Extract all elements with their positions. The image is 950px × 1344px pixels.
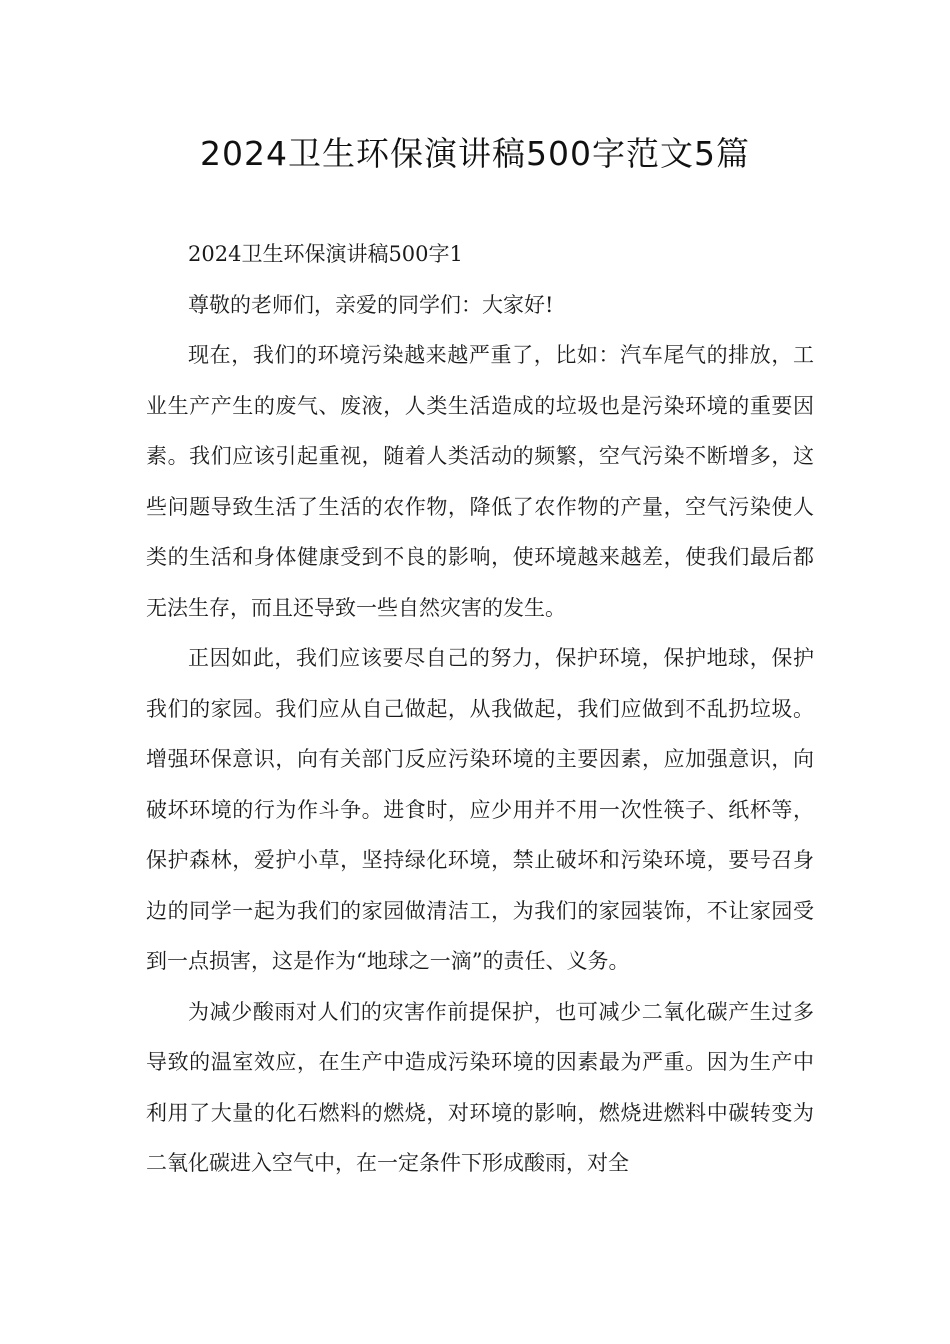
document-body <box>146 229 814 1189</box>
greeting-line: 尊敬的老师们，亲爱的同学们：大家好! <box>188 292 554 317</box>
paragraph-3: 为减少酸雨对人们的灾害作前提保护，也可减少二氧化碳产生过多导致的温室效应，在生产中造成污染环境的因素最为严重。因为生产中利用了大量的化石燃料的燃烧，对环境的影响，燃烧进燃料中碳转变为二氧化碳进入空气中，在一定条件下形成酸雨，对全 <box>146 999 814 1175</box>
section-heading: 2024卫生环保演讲稿500字1 <box>188 242 463 266</box>
paragraph-2: 正因如此，我们应该要尽自己的努力，保护环境，保护地球，保护我们的家园。我们应从自己做起，从我做起，我们应做到不乱扔垃圾。增强环保意识，向有关部门反应污染环境的主要因素，应加强意识，向破坏环境的行为作斗争。进食时，应少用并不用一次性筷子、纸杯等，保护森林，爱护小草，坚持绿化环境，禁止破坏和污染环境，要号召身边的同学一起为我们的家园做清洁工，为我们的家园装饰，不让家园受到一点损害，这是作为“地球之一滴”的责任、义务。 <box>146 646 814 973</box>
document-title: 2024卫生环保演讲稿500字范文5篇 <box>200 134 750 173</box>
paragraph-1: 现在，我们的环境污染越来越严重了，比如：汽车尾气的排放，工业生产产生的废气、废液，人类生活造成的垃圾也是污染环境的重要因素。我们应该引起重视，随着人类活动的频繁，空气污染不断增多，这些问题导致生活了生活的农作物，降低了农作物的产量，空气污染使人类的生活和身体健康受到不良的影响，使环境越来越差，使我们最后都无法生存，而且还导致一些自然灾害的发生。 <box>146 343 814 620</box>
